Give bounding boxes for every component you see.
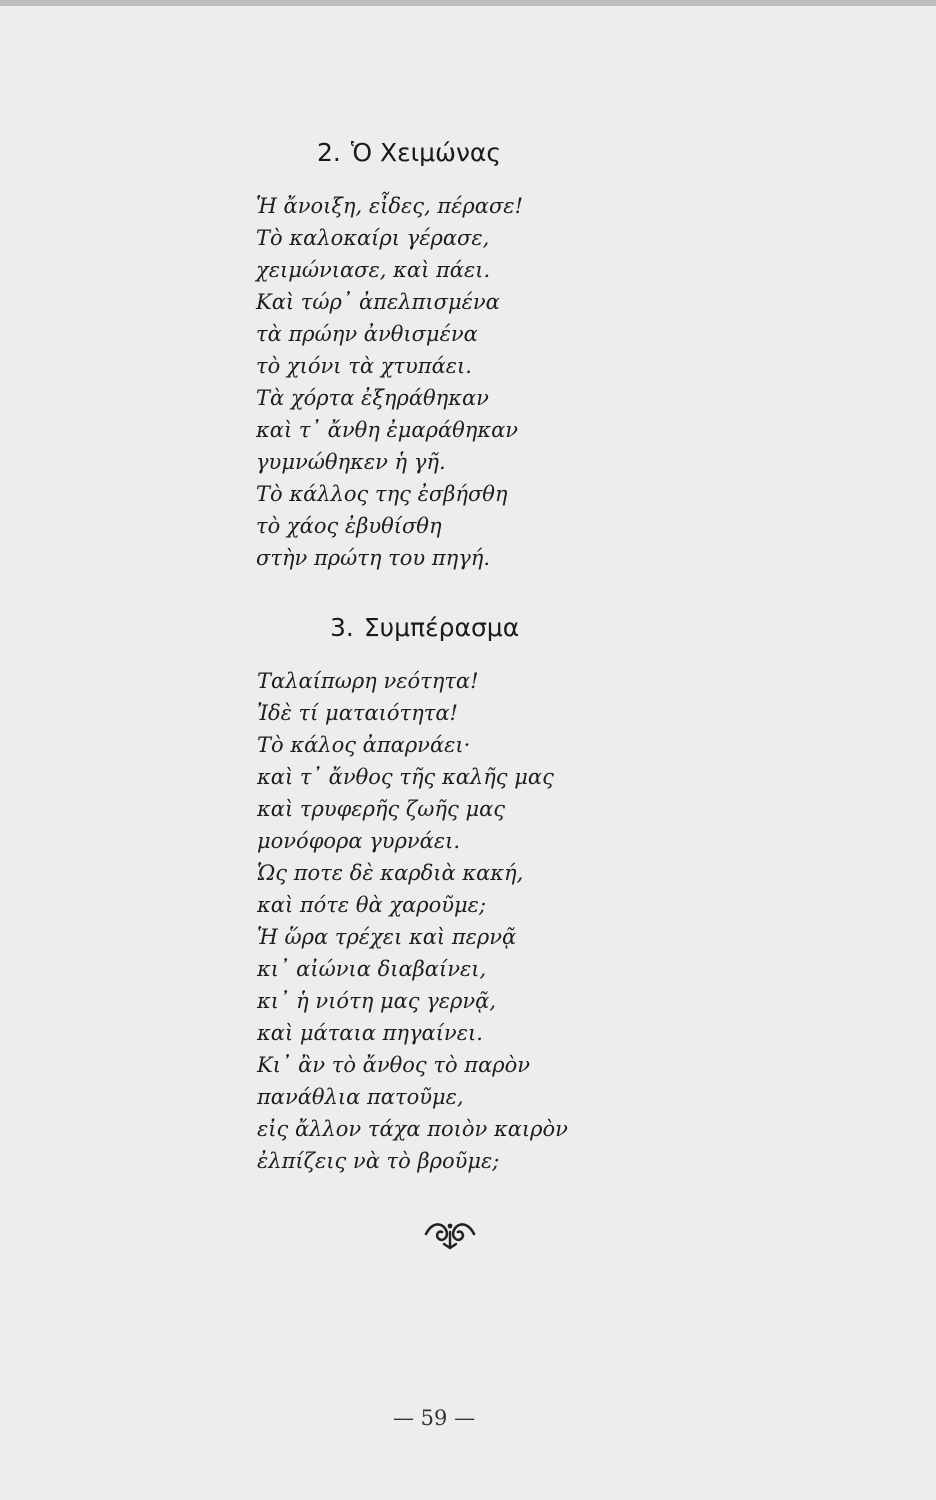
poem-line: καὶ τρυφερῆς ζωῆς μας bbox=[257, 797, 506, 821]
section-number: 3. bbox=[330, 613, 354, 642]
poem-line: χειμώνιασε, καὶ πάει. bbox=[256, 258, 491, 282]
section-title-winter bbox=[317, 138, 501, 167]
section-title-conclusion bbox=[330, 613, 519, 642]
poem-line: τὰ πρώην ἀνθισμένα bbox=[256, 322, 478, 346]
poem-line: Καὶ τώρ᾿ ἀπελπισμένα bbox=[256, 290, 500, 314]
poem-line: στὴν πρώτη του πηγή. bbox=[256, 546, 491, 570]
poem-line: ἐλπίζεις νὰ τὸ βροῦμε; bbox=[257, 1149, 500, 1173]
poem-line: πανάθλια πατοῦμε, bbox=[257, 1085, 464, 1109]
poem-line: Τὸ κάλλος της ἐσβήσθη bbox=[256, 482, 508, 506]
poem-line: Τὸ καλοκαίρι γέρασε, bbox=[256, 226, 490, 250]
section-heading: Συμπέρασμα bbox=[363, 613, 520, 642]
page-top-edge bbox=[0, 0, 936, 6]
poem-line: καὶ τ᾿ ἄνθη ἐμαράθηκαν bbox=[256, 418, 519, 442]
poem-line: Τὸ κάλος ἀπαρνάει· bbox=[257, 733, 471, 757]
poem-winter bbox=[256, 190, 523, 574]
poem-line: καὶ μάταια πηγαίνει. bbox=[257, 1021, 483, 1045]
poem-line: Ἡ ὥρα τρέχει καὶ περνᾷ bbox=[257, 925, 517, 949]
poem-line: Ἡ ἄνοιξη, εἶδες, πέρασε! bbox=[256, 194, 524, 218]
poem-line: Τὰ χόρτα ἐξηράθηκαν bbox=[256, 386, 489, 410]
poem-conclusion bbox=[257, 665, 568, 1177]
poem-line: Ὡς ποτε δὲ καρδιὰ κακή, bbox=[257, 861, 524, 885]
poem-line: τὸ χάος ἐβυθίσθη bbox=[256, 514, 442, 538]
poem-line: κι᾿ ἡ νιότη μας γερνᾷ, bbox=[257, 989, 497, 1013]
poem-line: γυμνώθηκεν ἡ γῆ. bbox=[256, 450, 446, 474]
poem-line: καὶ τ᾿ ἄνθος τῆς καλῆς μας bbox=[257, 765, 554, 789]
poem-line: τὸ χιόνι τὰ χτυπάει. bbox=[256, 354, 472, 378]
poem-line: κι᾿ αἰώνια διαβαίνει, bbox=[257, 957, 487, 981]
section-heading: Ὁ Χειμώνας bbox=[350, 138, 502, 167]
poem-line: Ἰδὲ τί ματαιότητα! bbox=[257, 701, 458, 725]
fleuron-ornament-icon bbox=[420, 1212, 480, 1252]
section-number: 2. bbox=[317, 138, 341, 167]
poem-line: μονόφορα γυρνάει. bbox=[257, 829, 461, 853]
poem-line: καὶ πότε θὰ χαροῦμε; bbox=[257, 893, 487, 917]
poem-line: εἰς ἄλλον τάχα ποιὸν καιρὸν bbox=[257, 1117, 568, 1141]
poem-line: Κι᾿ ἂν τὸ ἄνθος τὸ παρὸν bbox=[257, 1053, 530, 1077]
page-number: — 59 — bbox=[393, 1406, 476, 1430]
poem-line: Ταλαίπωρη νεότητα! bbox=[257, 669, 479, 693]
